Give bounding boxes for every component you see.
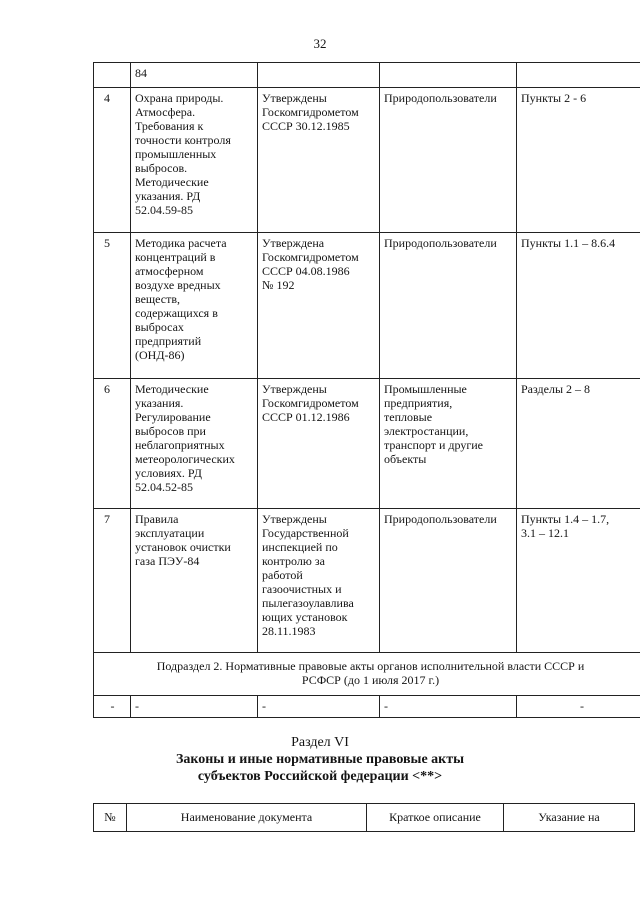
points-cell (517, 63, 640, 88)
document-name-cell: 84 (131, 63, 258, 88)
header-reference: Указание на (504, 804, 635, 832)
document-name-cell: Охрана природы. Атмосфера. Требования к точности контроля промышленных выбросов. Методические указания. РД 52.04.59-85 (131, 88, 258, 233)
dash-cell: - (94, 696, 131, 718)
row-number-cell: 4 (94, 88, 131, 233)
approval-cell: Утверждены Госкомгидрометом СССР 30.12.1985 (258, 88, 380, 233)
scope-cell: Природопользователи (380, 509, 517, 653)
dash-cell: - (258, 696, 380, 718)
row-number-cell: 5 (94, 233, 131, 379)
header-short-description: Краткое описание (367, 804, 504, 832)
page-number: 32 (313, 36, 327, 51)
approval-cell: Утверждены Государственной инспекцией по контролю за работой газоочистных и пылегазоулавлива ющих установок 28.11.1983 (258, 509, 380, 653)
points-cell: Разделы 2 – 8 (517, 379, 640, 509)
section-table-header (93, 803, 635, 832)
dash-cell: - (131, 696, 258, 718)
header-number: № (94, 804, 127, 832)
row-number-cell: 7 (94, 509, 131, 653)
section-subtitle-line-1: Законы и иные нормативные правовые акты (175, 752, 465, 767)
subsection-title: Подраздел 2. Нормативные правовые акты органов исполнительной власти СССР и РСФСР (до 1 июля 2017 г.) (94, 653, 640, 696)
table-row (94, 379, 640, 509)
points-cell: Пункты 2 - 6 (517, 88, 640, 233)
document-name-cell: Правила эксплуатации установок очистки газа ПЭУ-84 (131, 509, 258, 653)
section-title: Раздел VI (291, 735, 349, 750)
scope-cell (380, 63, 517, 88)
table-row (94, 88, 640, 233)
approval-cell: Утверждены Госкомгидрометом СССР 01.12.1986 (258, 379, 380, 509)
approval-cell: Утверждена Госкомгидрометом СССР 04.08.1986 № 192 (258, 233, 380, 379)
dash-cell: - (517, 696, 640, 718)
row-number-cell (94, 63, 131, 88)
row-number-cell: 6 (94, 379, 131, 509)
approval-cell (258, 63, 380, 88)
dash-cell: - (380, 696, 517, 718)
document-name-cell: Методика расчета концентраций в атмосферном воздухе вредных веществ, содержащихся в выбросах предприятий (ОНД-86) (131, 233, 258, 379)
table-row (94, 509, 640, 653)
section-subtitle-line-2: субъектов Российской федерации <**> (197, 769, 443, 784)
scope-cell: Природопользователи (380, 233, 517, 379)
subsection-row (94, 653, 640, 696)
document-name-cell: Методические указания. Регулирование выбросов при неблагоприятных метеорологических условиях. РД 52.04.52-85 (131, 379, 258, 509)
section-heading (0, 734, 640, 785)
table-row (94, 63, 640, 88)
table-row (94, 233, 640, 379)
points-cell: Пункты 1.4 – 1.7, 3.1 – 12.1 (517, 509, 640, 653)
header-document-name: Наименование документа (127, 804, 367, 832)
table-row (94, 696, 640, 718)
scope-cell: Природопользователи (380, 88, 517, 233)
regulations-table (93, 62, 640, 718)
scope-cell: Промышленные предприятия, тепловые электростанции, транспорт и другие объекты (380, 379, 517, 509)
header-row (94, 804, 635, 832)
points-cell: Пункты 1.1 – 8.6.4 (517, 233, 640, 379)
